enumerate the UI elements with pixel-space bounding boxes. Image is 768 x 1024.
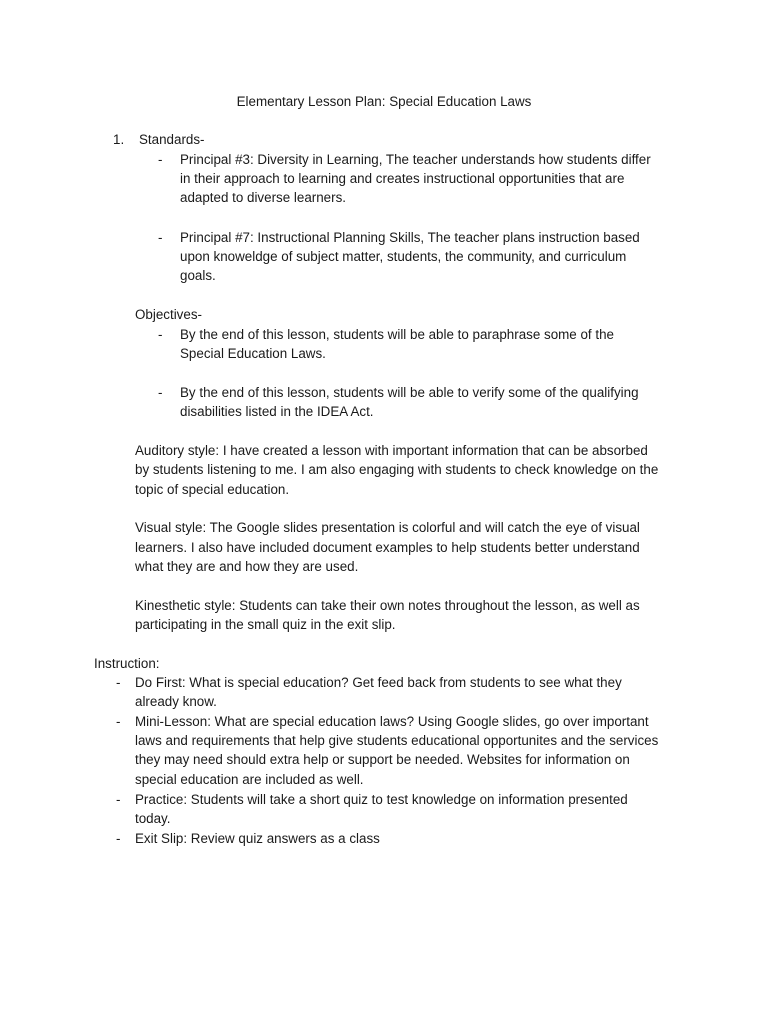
bullet-dash: - <box>116 831 121 846</box>
standard-line: upon knoweldge of subject matter, students, the community, and curriculum <box>180 249 627 264</box>
objectives-heading: Objectives- <box>135 307 202 322</box>
objective-line: By the end of this lesson, students will be able to verify some of the qualifying <box>180 385 639 400</box>
objective-line: By the end of this lesson, students will be able to paraphrase some of the <box>180 327 614 342</box>
paragraph-line: by students listening to me. I am also engaging with students to check knowledge on the <box>135 462 659 477</box>
bullet-dash: - <box>116 675 121 690</box>
standard-line: goals. <box>180 268 216 283</box>
objective-line: disabilities listed in the IDEA Act. <box>180 404 374 419</box>
bullet-dash: - <box>158 152 163 167</box>
paragraph-line: Kinesthetic style: Students can take their own notes throughout the lesson, as well as <box>135 598 640 613</box>
instruction-line: Practice: Students will take a short quiz to test knowledge on information presented <box>135 792 628 807</box>
standards-number: 1. <box>113 132 125 147</box>
paragraph-line: learners. I also have included document examples to help students better understand <box>135 540 640 555</box>
instruction-heading: Instruction: <box>94 656 160 671</box>
bullet-dash: - <box>116 792 121 807</box>
standards-heading: Standards- <box>139 132 205 147</box>
paragraph-line: participating in the small quiz in the exit slip. <box>135 617 396 632</box>
objective-line: Special Education Laws. <box>180 346 326 361</box>
instruction-line: Exit Slip: Review quiz answers as a class <box>135 831 380 846</box>
document-title: Elementary Lesson Plan: Special Education Laws <box>236 94 532 109</box>
instruction-line: they may need should extra help or support be needed. Websites for information on <box>135 752 630 767</box>
instruction-line: today. <box>135 811 171 826</box>
instruction-line: special education are included as well. <box>135 772 364 787</box>
paragraph-line: Visual style: The Google slides presentation is colorful and will catch the eye of visual <box>135 520 640 535</box>
instruction-line: Do First: What is special education? Get feed back from students to see what they <box>135 675 622 690</box>
standard-line: Principal #7: Instructional Planning Skills, The teacher plans instruction based <box>180 230 640 245</box>
bullet-dash: - <box>158 230 163 245</box>
instruction-line: Mini-Lesson: What are special education laws? Using Google slides, go over important <box>135 714 649 729</box>
paragraph-line: Auditory style: I have created a lesson with important information that can be absorbed <box>135 443 648 458</box>
paragraph-line: topic of special education. <box>135 482 290 497</box>
paragraph-line: what they are and how they are used. <box>135 559 359 574</box>
bullet-dash: - <box>116 714 121 729</box>
standard-line: Principal #3: Diversity in Learning, The teacher understands how students differ <box>180 152 651 167</box>
standard-line: adapted to diverse learners. <box>180 190 346 205</box>
instruction-line: laws and requirements that help give students educational opportunites and the services <box>135 733 659 748</box>
bullet-dash: - <box>158 327 163 342</box>
bullet-dash: - <box>158 385 163 400</box>
standard-line: in their approach to learning and creates instructional opportunities that are <box>180 171 625 186</box>
instruction-line: already know. <box>135 694 217 709</box>
